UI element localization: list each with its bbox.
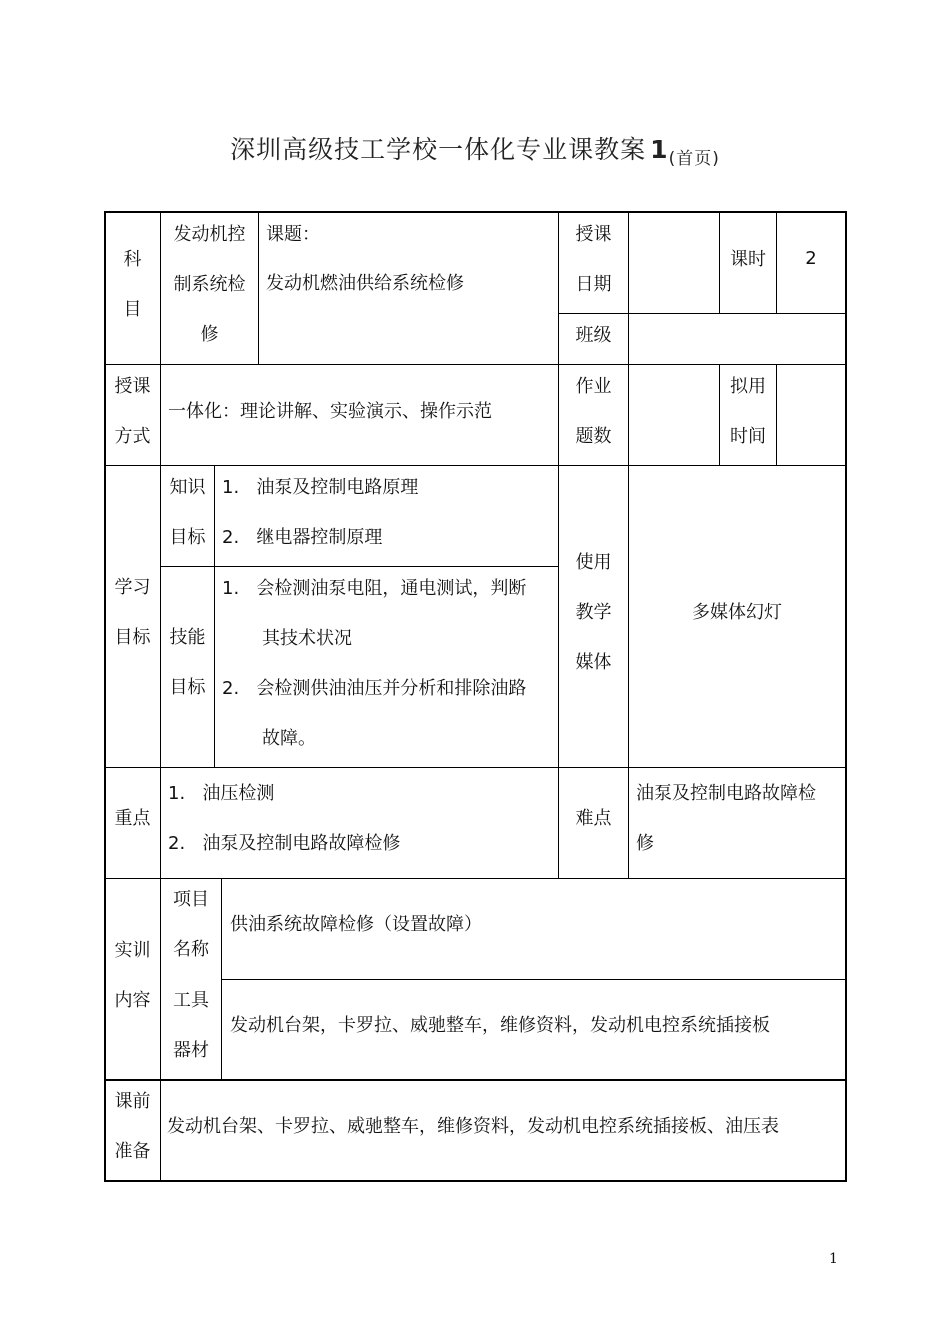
title-number: 1	[650, 135, 669, 164]
key-points-label: 重点	[114, 808, 151, 829]
homework-label: 作业 题数	[575, 376, 612, 447]
hours-value: 2	[805, 248, 817, 269]
training-label: 实训 内容	[114, 940, 151, 1011]
page-title	[0, 130, 950, 169]
row-divider	[221, 979, 846, 980]
topic-value: 发动机燃油供给系统检修	[266, 273, 464, 294]
key-point-item: 2. 油泵及控制电路故障检修	[168, 833, 401, 854]
difficulty-label: 难点	[575, 808, 612, 829]
class-label: 班级	[575, 325, 612, 346]
hours-label: 课时	[730, 249, 766, 270]
preparation-value: 发动机台架、卡罗拉、威驰整车，维修资料，发动机电控系统插接板、油压表	[167, 1116, 779, 1137]
method-value: 一体化：理论讲解、实验演示、操作示范	[168, 401, 492, 422]
knowledge-item: 1. 油泵及控制电路原理	[222, 477, 419, 498]
key-point-item: 1. 油压检测	[168, 783, 275, 804]
preparation-label: 课前 准备	[114, 1091, 151, 1162]
goals-label: 学习 目标	[114, 577, 151, 648]
skill-label: 技能 目标	[169, 627, 206, 698]
method-label: 授课 方式	[114, 376, 151, 447]
difficulty-value: 油泵及控制电路故障检 修	[636, 783, 816, 854]
col-divider	[221, 879, 222, 1079]
tools-value: 发动机台架，卡罗拉、威驰整车，维修资料，发动机电控系统插接板	[230, 1015, 770, 1036]
col-divider	[776, 365, 777, 465]
media-label: 使用 教学 媒体	[575, 552, 612, 673]
time-label: 拟用 时间	[730, 376, 766, 447]
topic-label: 课题：	[266, 224, 320, 245]
knowledge-item: 2. 继电器控制原理	[222, 527, 383, 548]
date-label: 授课 日期	[575, 224, 612, 295]
col-divider	[628, 212, 629, 878]
title-subtitle: (首页)	[668, 149, 720, 169]
skill-item: 2. 会检测供油油压并分析和排除油路 故障。	[222, 678, 527, 749]
skill-item: 1. 会检测油泵电阻，通电测试，判断 其技术状况	[222, 578, 527, 649]
col-divider	[258, 212, 259, 364]
subject-label: 科 目	[123, 249, 142, 320]
media-value: 多媒体幻灯	[692, 602, 782, 623]
knowledge-label: 知识 目标	[169, 477, 206, 548]
row-divider	[105, 1079, 846, 1081]
subject-value: 发动机控 制系统检 修	[173, 224, 246, 345]
project-value: 供油系统故障检修（设置故障）	[230, 914, 482, 935]
project-label: 项目 名称	[173, 889, 209, 960]
col-divider	[214, 466, 215, 767]
tools-label: 工具 器材	[173, 990, 209, 1061]
title-main: 深圳高级技工学校一体化专业课教案	[230, 135, 647, 164]
row-divider	[105, 465, 846, 466]
row-divider	[105, 767, 846, 768]
page-number: 1	[829, 1251, 838, 1267]
